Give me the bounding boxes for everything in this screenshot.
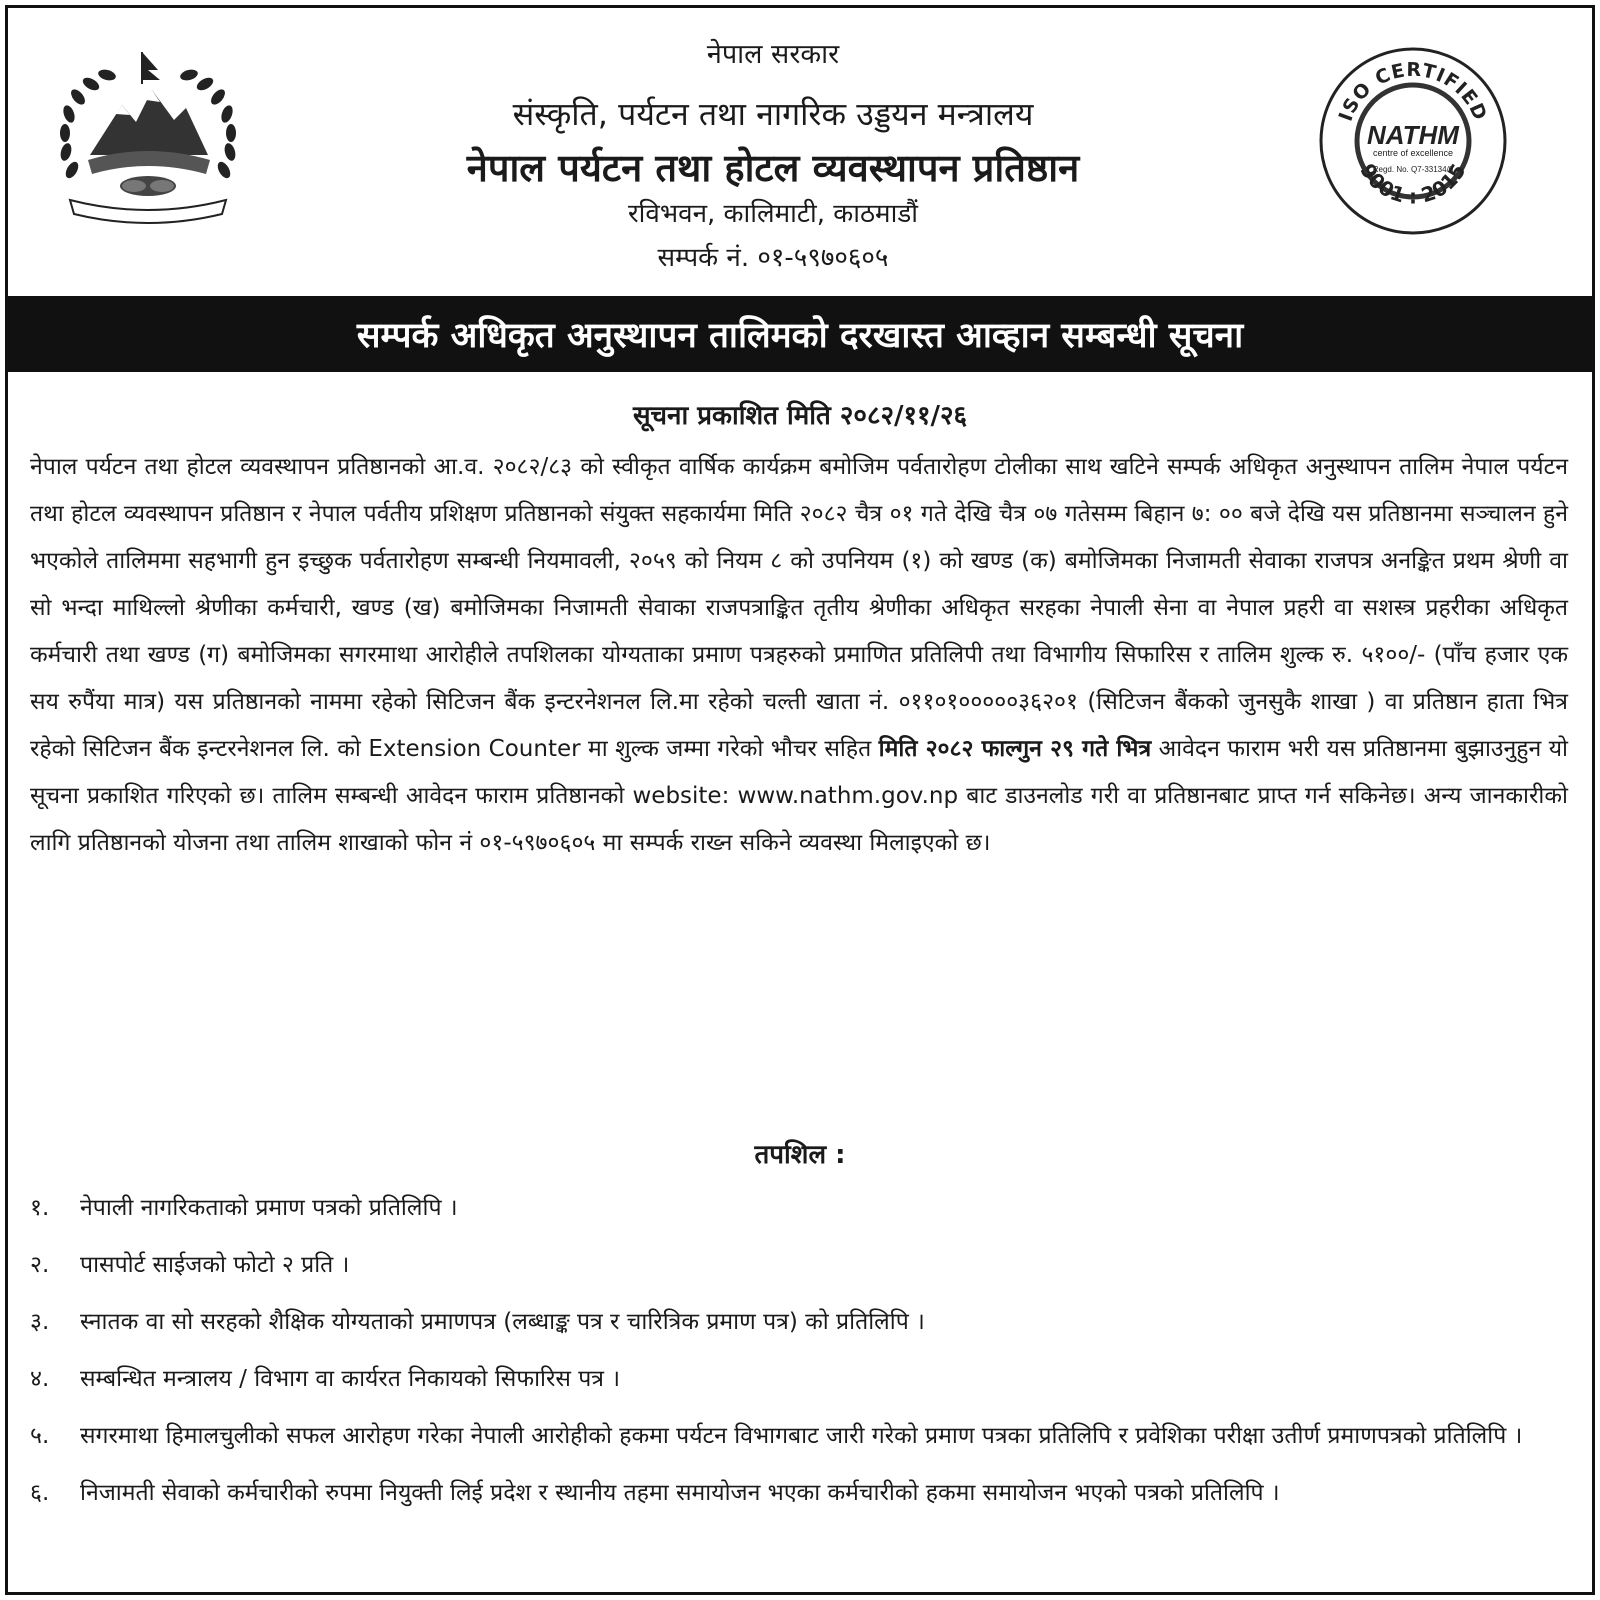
list-item <box>30 1300 1568 1344</box>
government-name: नेपाल सरकार <box>706 39 840 70</box>
nepal-emblem-icon <box>50 50 246 225</box>
list-item-text: नेपाली नागरिकताको प्रमाण पत्रको प्रतिलिपि । <box>80 1195 458 1221</box>
institution-name: नेपाल पर्यटन तथा होटल व्यवस्थापन प्रतिष्ठान <box>466 146 1080 190</box>
list-item <box>30 1186 1568 1230</box>
application-deadline: मिति २०८२ फाल्गुन २९ गते भित्र <box>878 736 1152 762</box>
iso-regd-text: Regd. No. Q7-33134/0 <box>1372 165 1454 174</box>
contact-number: सम्पर्क नं. ०१-५९७०६०५ <box>657 243 889 273</box>
notice-title-bar <box>8 296 1592 372</box>
notice-body-part2: आवेदन फाराम भरी यस प्रतिष्ठानमा बुझाउनुहुन यो सूचना प्रकाशित गरिएको छ। तालिम सम्बन्धी आवेदन फाराम प्रतिष्ठानको website: www.nathm.gov.np बाट डाउनलोड गरी वा प्रतिष्ठानबाट प्राप्त गर्न सकिनेछ। अन्य जानकारीको लागि प्रतिष्ठानको योजना तथा तालिम शाखाको फोन नं ०१-५९७०६०५ मा सम्पर्क राख्न सकिने व्यवस्था मिलाइएको छ। <box>30 736 1569 856</box>
list-item <box>30 1357 1568 1401</box>
list-item-text: सम्बन्धित मन्त्रालय / विभाग वा कार्यरत निकायको सिफारिस पत्र । <box>80 1366 621 1392</box>
list-item-number: ६. <box>30 1480 50 1506</box>
ministry-name: संस्कृति, पर्यटन तथा नागरिक उड्डयन मन्त्रालय <box>512 95 1034 133</box>
list-item <box>30 1414 1568 1458</box>
list-item-number: २. <box>30 1252 50 1278</box>
notice-title: सम्पर्क अधिकृत अनुस्थापन तालिमको दरखास्त आव्हान सम्बन्धी सूचना <box>356 315 1244 356</box>
iso-brand-text: NATHM <box>1367 120 1459 150</box>
notice-body-part1: नेपाल पर्यटन तथा होटल व्यवस्थापन प्रतिष्ठानको आ.व. २०८२/८३ को स्वीकृत वार्षिक कार्यक्रम बमोजिम पर्वतारोहण टोलीका साथ खटिने सम्पर्क अधिकृत अनुस्थापन तालिम नेपाल पर्यटन तथा होटल व्यवस्थापन प्रतिष्ठान र नेपाल पर्वतीय प्रशिक्षण प्रतिष्ठानको संयुक्त सहकार्यमा मिति २०८२ चैत्र ०१ गते देखि चैत्र ०७ गतेसम्म बिहान ७: ०० बजे देखि यस प्रतिष्ठानमा सञ्चालन हुने भएकोले तालिममा सहभागी हुन इच्छुक पर्वतारोहण सम्बन्धी नियमावली, २०५९ को नियम ८ को उपनियम (१) को खण्ड (क) बमोजिमका निजामती सेवाका राजपत्र अनङ्कित प्रथम श्रेणी वा सो भन्दा माथिल्लो श्रेणीका कर्मचारी, खण्ड (ख) बमोजिमका निजामती सेवाका राजपत्राङ्कित तृतीय श्रेणीका अधिकृत सरहका नेपाली सेना वा नेपाल प्रहरी वा सशस्त्र प्रहरीका अधिकृत कर्मचारी तथा खण्ड (ग) बमोजिमका सगरमाथा आरोहीले तपशिलका योग्यताका प्रमाण पत्रहरुको प्रमाणित प्रतिलिपी तथा विभागीय सिफारिस र तालिम शुल्क रु. ५१००/- (पाँच हजार एक सय रुपैंया मात्र) यस प्रतिष्ठानको नाममा रहेको सिटिजन बैंक इन्टरनेशनल लि.मा रहेको चल्ती खाता नं. ०११०१०००००३६२०१ (सिटिजन बैंकको जुनसुकै शाखा ) वा प्रतिष्ठान हाता भित्र रहेको सिटिजन बैंक इन्टरनेशनल लि. को Extension Counter मा शुल्क जम्मा गरेको भौचर सहित <box>30 454 1568 762</box>
published-date: सूचना प्रकाशित मिति २०८२/११/२६ <box>632 401 968 431</box>
institution-address: रविभवन, कालिमाटी, काठमाडौं <box>628 199 918 229</box>
notice-header <box>8 8 1592 296</box>
iso-certified-badge-icon <box>1318 46 1508 236</box>
list-item-text: स्नातक वा सो सरहको शैक्षिक योग्यताको प्रमाणपत्र (लब्धाङ्क पत्र र चारित्रिक प्रमाण पत्र) को प्रतिलिपि । <box>80 1309 925 1335</box>
list-item <box>30 1471 1568 1515</box>
list-item-number: १. <box>30 1195 50 1221</box>
iso-top-text: ISO CERTIFIED <box>1334 58 1492 125</box>
iso-tagline-text: centre of excellence <box>1372 148 1454 158</box>
required-documents-list <box>30 1186 1568 1528</box>
list-item-text: निजामती सेवाको कर्मचारीको रुपमा नियुक्ती लिई प्रदेश र स्थानीय तहमा समायोजन भएका कर्मचारीको हकमा समायोजन भएको पत्रको प्रतिलिपि । <box>80 1480 1280 1506</box>
list-item-number: ५. <box>30 1423 50 1449</box>
notice-body <box>30 444 1568 867</box>
tapasil-heading: तपशिल : <box>754 1140 846 1170</box>
iso-standard-text: 9001 : 2015 <box>1355 159 1471 209</box>
list-item-number: ३. <box>30 1309 50 1335</box>
list-item-text: पासपोर्ट साईजको फोटो २ प्रति । <box>80 1252 350 1278</box>
notice-page <box>5 5 1595 1595</box>
list-item <box>30 1243 1568 1287</box>
list-item-number: ४. <box>30 1366 50 1392</box>
list-item-text: सगरमाथा हिमालचुलीको सफल आरोहण गरेका नेपाली आरोहीको हकमा पर्यटन विभागबाट जारी गरेको प्रमाण पत्रका प्रतिलिपि र प्रवेशिका परीक्षा उतीर्ण प्रमाणपत्रको प्रतिलिपि । <box>80 1423 1523 1449</box>
